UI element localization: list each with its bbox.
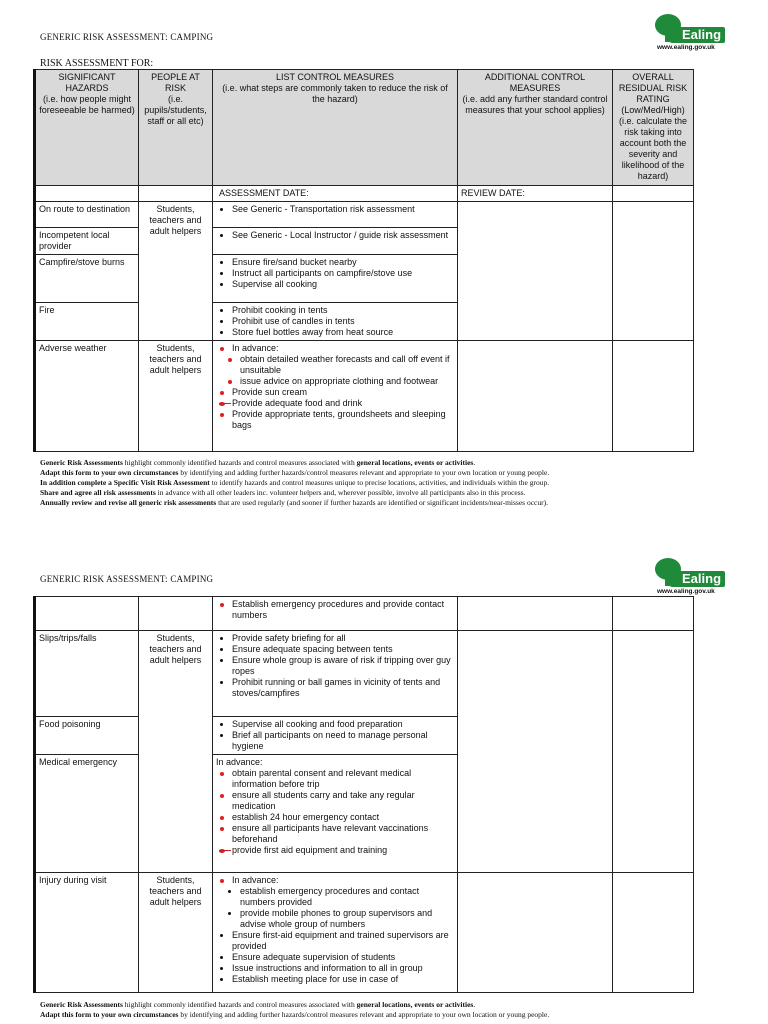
hazard-cell: On route to destination bbox=[35, 202, 139, 228]
list-item: • provide mobile phones to group supervisors and advise whole group of numbers bbox=[240, 908, 454, 930]
list-item: • Store fuel bottles away from heat source bbox=[232, 327, 454, 338]
review-date-field[interactable]: REVIEW DATE: bbox=[458, 186, 613, 202]
measures-cell bbox=[213, 202, 458, 228]
people-at-risk-cell: Students, teachers and adult helpers bbox=[139, 873, 213, 993]
hazard-cell: Slips/trips/falls bbox=[35, 631, 139, 717]
guidance-notes: Generic Risk Assessments highlight commonly identified hazards and control measures associated with general locations, events or activities. Adapt this form to your own circumstances by identifying and adding further hazards/control measures relevant and appropriate to your own location or young people. In addition complete a Specific Visit Risk Assessment to identify hazards and control measures unique to precise locations, activities, and individuals within the group. Share and agree all risk assessments in advance with all other leaders inc. volunteer helpers and, wherever possible, involve all participants also in this process. Annually review and revise all generic risk assessments that are used regularly (and sooner if further hazards are identified or significant incidents/near-misses occur). bbox=[40, 458, 550, 507]
col-header-control-measures: LIST CONTROL MEASURES (i.e. what steps are commonly taken to reduce the risk of the hazard) bbox=[213, 70, 458, 186]
list-item: • See Generic - Transportation risk assessment bbox=[232, 204, 454, 215]
ealing-logo bbox=[653, 558, 729, 598]
risk-rating-cell[interactable] bbox=[613, 631, 694, 873]
list-item: Provide sun cream bbox=[232, 387, 454, 398]
hazard-cell: Injury during visit bbox=[35, 873, 139, 993]
list-item: • Instruct all participants on campfire/stove use bbox=[232, 268, 454, 279]
list-item: • Ensure adequate supervision of students bbox=[232, 952, 454, 963]
measures-cell bbox=[213, 631, 458, 717]
list-item: • establish emergency procedures and contact numbers provided bbox=[240, 886, 454, 908]
list-item: • Ensure first-aid equipment and trained supervisors are provided bbox=[232, 930, 454, 952]
risk-rating-cell[interactable] bbox=[613, 873, 694, 993]
hazard-cell: Campfire/stove burns bbox=[35, 255, 139, 303]
list-item: Provide appropriate tents, groundsheets and sleeping bags bbox=[232, 409, 454, 431]
assessment-date-field[interactable]: ASSESSMENT DATE: bbox=[213, 186, 458, 202]
ealing-logo bbox=[653, 14, 729, 54]
list-item: provide first aid equipment and training bbox=[232, 845, 454, 856]
list-item: • Ensure adequate spacing between tents bbox=[232, 644, 454, 655]
list-item: • See Generic - Local Instructor / guide risk assessment bbox=[232, 230, 454, 241]
list-item: ensure all students carry and take any regular medication bbox=[232, 790, 454, 812]
hazard-cell: Medical emergency bbox=[35, 755, 139, 873]
col-header-additional-measures: ADDITIONAL CONTROL MEASURES (i.e. add any further standard control measures that your school applies) bbox=[458, 70, 613, 186]
col-header-risk-rating: OVERALL RESIDUAL RISK RATING (Low/Med/High) (i.e. calculate the risk taking into account both the severity and likelihood of the hazard) bbox=[613, 70, 694, 186]
list-item: • Supervise all cooking and food preparation bbox=[232, 719, 454, 730]
additional-measures-cell[interactable] bbox=[458, 873, 613, 993]
list-item: ensure all participants have relevant vaccinations beforehand bbox=[232, 823, 454, 845]
measures-cell bbox=[213, 755, 458, 873]
list-item: obtain parental consent and relevant medical information before trip bbox=[232, 768, 454, 790]
risk-assessment-for-label: RISK ASSESSMENT FOR: bbox=[40, 58, 154, 69]
additional-measures-cell[interactable] bbox=[458, 341, 613, 452]
list-item: • Establish meeting place for use in case of bbox=[232, 974, 454, 985]
logo-word: Ealing bbox=[670, 571, 725, 587]
additional-measures-cell[interactable] bbox=[458, 202, 613, 341]
people-at-risk-cell: Students, teachers and adult helpers bbox=[139, 631, 213, 873]
logo-url: www.ealing.gov.uk bbox=[657, 588, 715, 595]
logo-url: www.ealing.gov.uk bbox=[657, 44, 715, 51]
list-item: • Ensure fire/sand bucket nearby bbox=[232, 257, 454, 268]
list-item: • Brief all participants on need to manage personal hygiene bbox=[232, 730, 454, 752]
measures-cell bbox=[213, 341, 458, 452]
guidance-notes: Generic Risk Assessments highlight commonly identified hazards and control measures associated with general locations, events or activities. Adapt this form to your own circumstances by identifying and adding further hazards/control measures relevant and appropriate to your own location or young people. bbox=[40, 1000, 550, 1019]
list-item: • Supervise all cooking bbox=[232, 279, 454, 290]
list-item: • Issue instructions and information to all in group bbox=[232, 963, 454, 974]
list-item: • Ensure whole group is aware of risk if tripping over guy ropes bbox=[232, 655, 454, 677]
page-header: GENERIC RISK ASSESSMENT: CAMPING bbox=[40, 32, 214, 42]
list-item: • Prohibit running or ball games in vicinity of tents and stoves/campfires bbox=[232, 677, 454, 699]
list-item: • Prohibit cooking in tents bbox=[232, 305, 454, 316]
page-header: GENERIC RISK ASSESSMENT: CAMPING bbox=[40, 574, 214, 584]
list-item: Provide adequate food and drink bbox=[232, 398, 454, 409]
additional-measures-cell[interactable] bbox=[458, 597, 613, 631]
measures-cell bbox=[213, 717, 458, 755]
logo-word: Ealing bbox=[670, 27, 725, 43]
additional-measures-cell[interactable] bbox=[458, 631, 613, 873]
list-item: • Provide safety briefing for all bbox=[232, 633, 454, 644]
people-at-risk-cell: Students, teachers and adult helpers bbox=[139, 202, 213, 341]
risk-rating-cell[interactable] bbox=[613, 341, 694, 452]
list-item: In advance: bbox=[232, 875, 454, 886]
hazard-cell: Incompetent local provider bbox=[35, 228, 139, 255]
list-item: • Prohibit use of candles in tents bbox=[232, 316, 454, 327]
measures-cell bbox=[213, 597, 458, 631]
risk-rating-cell[interactable] bbox=[613, 597, 694, 631]
hazard-cell: Food poisoning bbox=[35, 717, 139, 755]
col-header-people: PEOPLE AT RISK (i.e. pupils/students, staff or all etc) bbox=[139, 70, 213, 186]
col-header-hazards: SIGNIFICANT HAZARDS (i.e. how people might foreseeable be harmed) bbox=[35, 70, 139, 186]
risk-table-page1 bbox=[33, 69, 694, 452]
list-item: Establish emergency procedures and provide contact numbers bbox=[232, 599, 454, 621]
measures-cell bbox=[213, 873, 458, 993]
list-item: obtain detailed weather forecasts and call off event if unsuitable bbox=[240, 354, 454, 376]
measures-cell bbox=[213, 303, 458, 341]
hazard-cell: Adverse weather bbox=[35, 341, 139, 452]
risk-table-page2 bbox=[33, 596, 694, 993]
in-advance-label: In advance: bbox=[216, 757, 263, 767]
people-at-risk-cell: Students, teachers and adult helpers bbox=[139, 341, 213, 452]
list-item: issue advice on appropriate clothing and footwear bbox=[240, 376, 454, 387]
risk-rating-cell[interactable] bbox=[613, 202, 694, 341]
list-item: In advance: bbox=[232, 343, 454, 354]
list-item: establish 24 hour emergency contact bbox=[232, 812, 454, 823]
measures-cell bbox=[213, 228, 458, 255]
hazard-cell: Fire bbox=[35, 303, 139, 341]
measures-cell bbox=[213, 255, 458, 303]
